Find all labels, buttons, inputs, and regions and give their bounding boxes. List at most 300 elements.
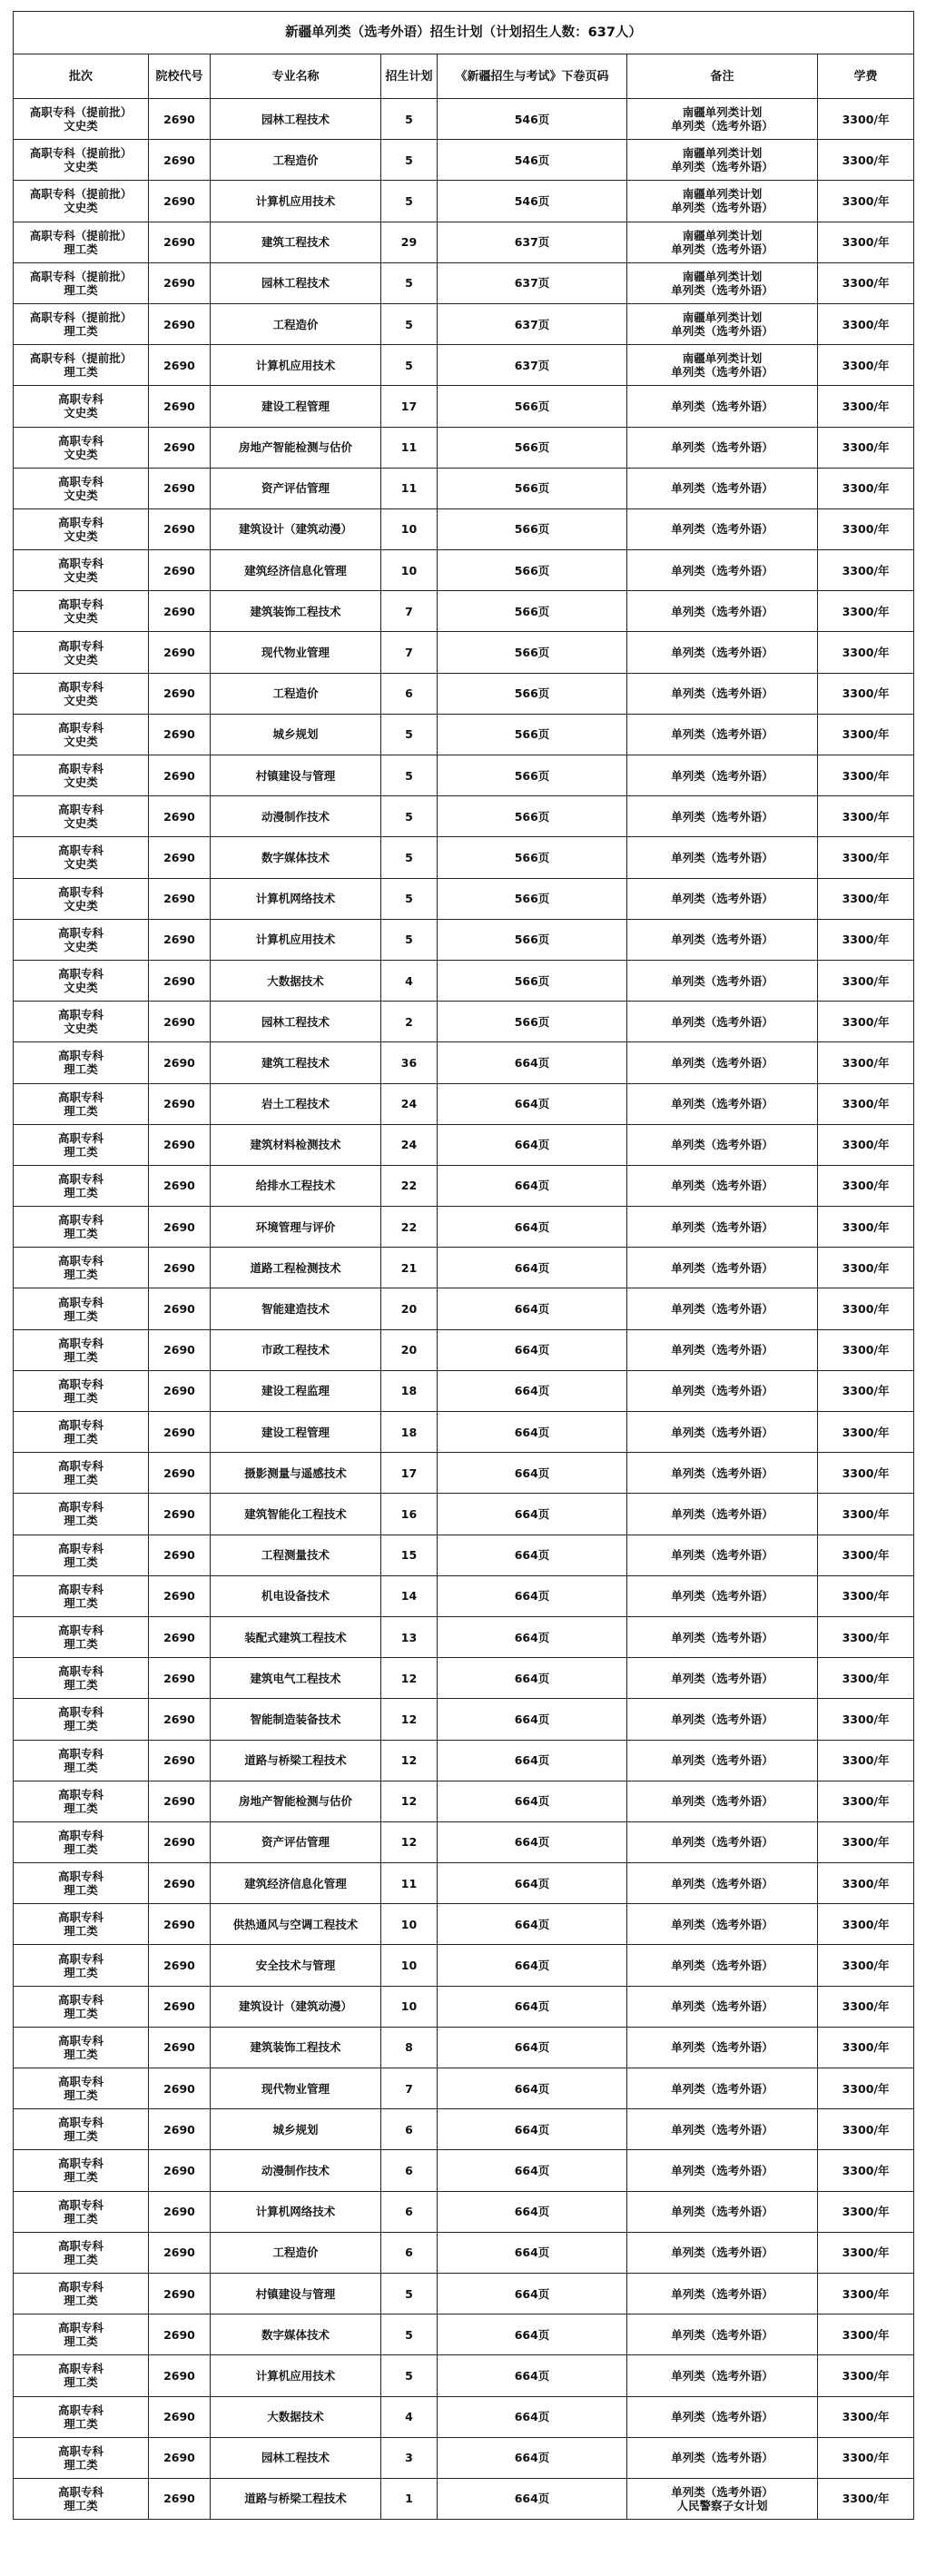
cell-note [627, 1658, 818, 1699]
batch-line: 理工类 [64, 1390, 98, 1405]
cell-page: 664页 [438, 1904, 627, 1945]
cell-plan: 5 [381, 755, 438, 796]
cell-fee: 3300/年 [818, 468, 914, 508]
note-line: 单列类（选考外语） [671, 604, 773, 618]
cell-batch [14, 2314, 149, 2355]
cell-major: 工程测量技术 [211, 1535, 381, 1575]
cell-page: 664页 [438, 1986, 627, 2027]
note-line: 单列类（选考外语） [671, 850, 773, 864]
batch-line: 理工类 [64, 1185, 98, 1199]
batch-line: 高职专科 [57, 515, 103, 529]
table-row [14, 755, 914, 796]
cell-note [627, 1616, 818, 1657]
cell-batch [14, 1616, 149, 1657]
cell-major: 计算机应用技术 [211, 181, 381, 222]
cell-fee: 3300/年 [818, 2109, 914, 2150]
cell-plan: 13 [381, 1616, 438, 1657]
batch-line: 高职专科 [57, 1992, 103, 2007]
table-row [14, 427, 914, 468]
table-row [14, 1616, 914, 1657]
cell-school-code: 2690 [149, 2396, 211, 2437]
cell-major: 智能建造技术 [211, 1288, 381, 1329]
cell-school-code: 2690 [149, 2478, 211, 2519]
note-line: 南疆单列类计划 [682, 228, 763, 242]
note-line: 单列类（选考外语） [671, 1425, 773, 1439]
cell-plan: 7 [381, 2068, 438, 2109]
cell-note [627, 2027, 818, 2068]
cell-fee: 3300/年 [818, 1821, 914, 1862]
cell-major: 园林工程技术 [211, 262, 381, 303]
cell-note [627, 1986, 818, 2027]
cell-plan: 6 [381, 2150, 438, 2191]
note-line: 单列类（选考外语） [671, 1219, 773, 1234]
table-row [14, 1904, 914, 1945]
cell-page: 546页 [438, 181, 627, 222]
cell-batch [14, 1945, 149, 1986]
cell-batch [14, 99, 149, 140]
cell-plan: 10 [381, 1904, 438, 1945]
note-line: 单列类（选考外语） [671, 2451, 773, 2465]
cell-page: 566页 [438, 755, 627, 796]
cell-note [627, 1904, 818, 1945]
cell-school-code: 2690 [149, 99, 211, 140]
table-row [14, 140, 914, 181]
cell-plan: 18 [381, 1370, 438, 1411]
cell-fee: 3300/年 [818, 1412, 914, 1453]
note-line: 单列类（选考外语） [671, 1548, 773, 1563]
cell-fee: 3300/年 [818, 1863, 914, 1904]
note-line: 单列类（选考外语） [671, 440, 773, 455]
cell-plan: 12 [381, 1658, 438, 1699]
batch-line: 文史类 [64, 693, 98, 707]
cell-note [627, 550, 818, 591]
cell-school-code: 2690 [149, 2273, 211, 2314]
cell-note [627, 262, 818, 303]
cell-batch [14, 262, 149, 303]
cell-plan: 24 [381, 1124, 438, 1165]
note-line: 单列类（选考外语） [671, 1466, 773, 1480]
cell-school-code: 2690 [149, 345, 211, 386]
note-line: 单列类（选考外语） [671, 1179, 773, 1193]
cell-note [627, 2478, 818, 2519]
cell-plan: 12 [381, 1821, 438, 1862]
cell-note [627, 303, 818, 344]
batch-line: 高职专科 [57, 1008, 103, 1022]
note-line: 人民警察子女计划 [676, 2498, 768, 2512]
note-line: 单列类（选考外语） [671, 1712, 773, 1726]
cell-major: 道路工程检测技术 [211, 1248, 381, 1288]
note-line: 南疆单列类计划 [682, 146, 763, 161]
cell-note [627, 1083, 818, 1124]
note-line: 南疆单列类计划 [682, 311, 763, 325]
batch-line: 理工类 [64, 1801, 98, 1815]
cell-plan: 6 [381, 2191, 438, 2232]
cell-batch [14, 1370, 149, 1411]
batch-line: 高职专科 [57, 803, 103, 817]
cell-batch [14, 755, 149, 796]
cell-page: 664页 [438, 1412, 627, 1453]
batch-line: 文史类 [64, 160, 98, 174]
cell-fee: 3300/年 [818, 1124, 914, 1165]
cell-fee: 3300/年 [818, 1904, 914, 1945]
batch-line: 高职专科 [57, 1541, 103, 1555]
cell-batch [14, 303, 149, 344]
cell-batch [14, 591, 149, 632]
table-row [14, 837, 914, 878]
cell-plan: 17 [381, 386, 438, 427]
cell-page: 664页 [438, 1535, 627, 1575]
cell-batch [14, 2396, 149, 2437]
table-body [14, 99, 914, 2520]
cell-plan: 5 [381, 919, 438, 960]
batch-line: 文史类 [64, 775, 98, 790]
cell-batch [14, 1535, 149, 1575]
cell-fee: 3300/年 [818, 1207, 914, 1248]
cell-major: 资产评估管理 [211, 1821, 381, 1862]
admission-plan-sheet [13, 11, 913, 2520]
table-row [14, 2273, 914, 2314]
batch-line: 高职专科 [57, 1090, 103, 1104]
batch-line: 理工类 [64, 282, 98, 297]
cell-batch [14, 427, 149, 468]
cell-page: 664页 [438, 2150, 627, 2191]
cell-fee: 3300/年 [818, 1083, 914, 1124]
cell-major: 智能制造装备技术 [211, 1699, 381, 1740]
cell-note [627, 2191, 818, 2232]
cell-major: 建筑设计（建筑动漫） [211, 508, 381, 549]
cell-batch [14, 673, 149, 714]
note-line: 单列类（选考外语） [671, 399, 773, 413]
cell-plan: 20 [381, 1329, 438, 1370]
cell-school-code: 2690 [149, 1288, 211, 1329]
cell-school-code: 2690 [149, 2437, 211, 2478]
cell-note [627, 99, 818, 140]
table-row [14, 2150, 914, 2191]
cell-page: 566页 [438, 550, 627, 591]
batch-line: 理工类 [64, 1554, 98, 1569]
cell-school-code: 2690 [149, 2314, 211, 2355]
batch-line: 文史类 [64, 119, 98, 133]
table-row [14, 345, 914, 386]
cell-major: 数字媒体技术 [211, 2314, 381, 2355]
cell-major: 园林工程技术 [211, 99, 381, 140]
cell-plan: 5 [381, 837, 438, 878]
cell-page: 566页 [438, 714, 627, 755]
cell-major: 机电设备技术 [211, 1575, 381, 1616]
cell-plan: 5 [381, 714, 438, 755]
table-row [14, 1699, 914, 1740]
note-line: 单列类（选考外语） [671, 1014, 773, 1029]
batch-line: 理工类 [64, 1349, 98, 1364]
cell-page: 664页 [438, 2314, 627, 2355]
cell-major: 建筑设计（建筑动漫） [211, 1986, 381, 2027]
cell-plan: 7 [381, 591, 438, 632]
batch-line: 高职专科 [57, 884, 103, 899]
batch-line: 高职专科 [57, 1582, 103, 1596]
cell-batch [14, 1083, 149, 1124]
cell-note [627, 1781, 818, 1821]
batch-line: 高职专科 [57, 638, 103, 653]
note-line: 单列类（选考外语） [671, 1671, 773, 1685]
batch-line: 高职专科 [57, 1377, 103, 1391]
cell-note [627, 878, 818, 919]
cell-school-code: 2690 [149, 140, 211, 181]
table-row [14, 796, 914, 837]
batch-line: 高职专科 [57, 1787, 103, 1801]
cell-school-code: 2690 [149, 1207, 211, 1248]
batch-line: 理工类 [64, 2211, 98, 2226]
batch-line: 理工类 [64, 1268, 98, 1282]
cell-plan: 11 [381, 1863, 438, 1904]
cell-batch [14, 2191, 149, 2232]
batch-line: 理工类 [64, 1308, 98, 1323]
note-line: 单列类（选考外语） [671, 1876, 773, 1890]
batch-line: 理工类 [64, 1103, 98, 1118]
cell-page: 664页 [438, 1248, 627, 1288]
cell-major: 建筑材料检测技术 [211, 1124, 381, 1165]
batch-line: 文史类 [64, 652, 98, 666]
note-line: 单列类（选考外语） [671, 892, 773, 906]
cell-page: 664页 [438, 1288, 627, 1329]
cell-note [627, 2273, 818, 2314]
table-row [14, 508, 914, 549]
cell-page: 637页 [438, 303, 627, 344]
note-line: 南疆单列类计划 [682, 105, 763, 120]
cell-page: 664页 [438, 1945, 627, 1986]
cell-note [627, 2232, 818, 2273]
note-line: 单列类（选考外语） [671, 1630, 773, 1644]
cell-school-code: 2690 [149, 386, 211, 427]
cell-school-code: 2690 [149, 878, 211, 919]
cell-major: 工程造价 [211, 673, 381, 714]
batch-line: 文史类 [64, 939, 98, 953]
cell-fee: 3300/年 [818, 2314, 914, 2355]
table-row [14, 1986, 914, 2027]
cell-note [627, 1002, 818, 1042]
cell-page: 664页 [438, 2273, 627, 2314]
cell-note [627, 2109, 818, 2150]
cell-note [627, 468, 818, 508]
cell-major: 建设工程管理 [211, 386, 381, 427]
cell-school-code: 2690 [149, 714, 211, 755]
note-line: 单列类（选考外语） [671, 727, 773, 742]
cell-major: 计算机网络技术 [211, 878, 381, 919]
cell-plan: 29 [381, 222, 438, 262]
batch-line: 高职专科（提前批） [29, 228, 133, 242]
cell-page: 664页 [438, 1863, 627, 1904]
batch-line: 高职专科 [57, 720, 103, 735]
cell-major: 计算机应用技术 [211, 2355, 381, 2396]
batch-line: 高职专科 [57, 1746, 103, 1761]
note-line: 南疆单列类计划 [682, 351, 763, 366]
table-row [14, 591, 914, 632]
cell-major: 工程造价 [211, 2232, 381, 2273]
cell-note [627, 2150, 818, 2191]
cell-school-code: 2690 [149, 2027, 211, 2068]
batch-line: 高职专科 [57, 2403, 103, 2417]
cell-fee: 3300/年 [818, 550, 914, 591]
note-line: 单列类（选考外语） [671, 2081, 773, 2096]
batch-line: 高职专科 [57, 557, 103, 571]
batch-line: 理工类 [64, 365, 98, 380]
cell-batch [14, 1575, 149, 1616]
cell-major: 建筑装饰工程技术 [211, 591, 381, 632]
header-note: 备注 [627, 54, 818, 99]
batch-line: 理工类 [64, 2170, 98, 2185]
cell-note [627, 796, 818, 837]
table-row [14, 1002, 914, 1042]
cell-fee: 3300/年 [818, 1699, 914, 1740]
note-line: 单列类（选考外语） [671, 768, 773, 783]
cell-fee: 3300/年 [818, 1575, 914, 1616]
cell-note [627, 1535, 818, 1575]
cell-major: 村镇建设与管理 [211, 755, 381, 796]
cell-major: 房地产智能检测与估价 [211, 1781, 381, 1821]
cell-note [627, 2437, 818, 2478]
cell-fee: 3300/年 [818, 140, 914, 181]
cell-page: 566页 [438, 508, 627, 549]
cell-fee: 3300/年 [818, 1370, 914, 1411]
table-row [14, 673, 914, 714]
cell-school-code: 2690 [149, 1904, 211, 1945]
batch-line: 高职专科 [57, 1624, 103, 1638]
cell-school-code: 2690 [149, 427, 211, 468]
cell-note [627, 1453, 818, 1494]
batch-line: 理工类 [64, 2294, 98, 2308]
table-title: 新疆单列类（选考外语）招生计划（计划招生人数：637人） [14, 12, 914, 54]
cell-batch [14, 878, 149, 919]
cell-batch [14, 508, 149, 549]
cell-batch [14, 1986, 149, 2027]
cell-plan: 2 [381, 1002, 438, 1042]
batch-line: 高职专科 [57, 2075, 103, 2089]
table-row [14, 2109, 914, 2150]
cell-note [627, 2355, 818, 2396]
cell-page: 664页 [438, 1165, 627, 1206]
cell-plan: 20 [381, 1288, 438, 1329]
batch-line: 高职专科 [57, 2197, 103, 2212]
cell-page: 637页 [438, 222, 627, 262]
cell-plan: 21 [381, 1248, 438, 1288]
header-batch: 批次 [14, 54, 149, 99]
table-row [14, 2478, 914, 2519]
note-line: 单列类（选考外语） [671, 2245, 773, 2260]
cell-school-code: 2690 [149, 303, 211, 344]
batch-line: 高职专科 [57, 1049, 103, 1063]
batch-line: 高职专科 [57, 967, 103, 982]
cell-batch [14, 1658, 149, 1699]
table-row [14, 1329, 914, 1370]
cell-batch [14, 1904, 149, 1945]
batch-line: 文史类 [64, 406, 98, 420]
cell-fee: 3300/年 [818, 755, 914, 796]
cell-note [627, 960, 818, 1001]
cell-major: 村镇建设与管理 [211, 2273, 381, 2314]
cell-note [627, 837, 818, 878]
cell-page: 664页 [438, 1207, 627, 1248]
table-row [14, 1821, 914, 1862]
cell-plan: 7 [381, 632, 438, 673]
cell-fee: 3300/年 [818, 796, 914, 837]
batch-line: 理工类 [64, 2375, 98, 2390]
cell-fee: 3300/年 [818, 386, 914, 427]
batch-line: 高职专科 [57, 1459, 103, 1474]
cell-major: 计算机网络技术 [211, 2191, 381, 2232]
cell-plan: 6 [381, 673, 438, 714]
cell-note [627, 1821, 818, 1862]
batch-line: 高职专科 [57, 1130, 103, 1145]
table-row [14, 2396, 914, 2437]
cell-school-code: 2690 [149, 1370, 211, 1411]
cell-plan: 15 [381, 1535, 438, 1575]
cell-fee: 3300/年 [818, 591, 914, 632]
cell-plan: 5 [381, 99, 438, 140]
cell-page: 664页 [438, 1453, 627, 1494]
header-major: 专业名称 [211, 54, 381, 99]
header-fee: 学费 [818, 54, 914, 99]
cell-fee: 3300/年 [818, 1248, 914, 1288]
note-line: 单列类（选考外语） [671, 2368, 773, 2383]
batch-line: 文史类 [64, 611, 98, 626]
cell-major: 数字媒体技术 [211, 837, 381, 878]
batch-line: 文史类 [64, 981, 98, 995]
cell-fee: 3300/年 [818, 1986, 914, 2027]
batch-line: 高职专科 [57, 2362, 103, 2376]
cell-batch [14, 1494, 149, 1535]
cell-fee: 3300/年 [818, 632, 914, 673]
table-row [14, 386, 914, 427]
cell-major: 建筑工程技术 [211, 1042, 381, 1083]
cell-page: 546页 [438, 140, 627, 181]
batch-line: 高职专科 [57, 2484, 103, 2499]
cell-fee: 3300/年 [818, 1658, 914, 1699]
batch-line: 高职专科 [57, 1171, 103, 1186]
cell-page: 664页 [438, 1616, 627, 1657]
cell-major: 大数据技术 [211, 960, 381, 1001]
table-row [14, 2314, 914, 2355]
cell-major: 房地产智能检测与估价 [211, 427, 381, 468]
cell-note [627, 1329, 818, 1370]
table-row [14, 2191, 914, 2232]
cell-fee: 3300/年 [818, 2478, 914, 2519]
cell-note [627, 1863, 818, 1904]
cell-plan: 12 [381, 1740, 438, 1781]
batch-line: 理工类 [64, 1678, 98, 1693]
batch-line: 高职专科 [57, 2443, 103, 2458]
cell-plan: 17 [381, 1453, 438, 1494]
note-line: 单列类（选考外语） [671, 563, 773, 577]
cell-fee: 3300/年 [818, 878, 914, 919]
batch-line: 高职专科 [57, 1254, 103, 1268]
batch-line: 理工类 [64, 2047, 98, 2061]
cell-major: 建筑经济信息化管理 [211, 550, 381, 591]
table-row [14, 878, 914, 919]
batch-line: 理工类 [64, 1514, 98, 1528]
note-line: 单列类（选考外语） [671, 119, 773, 133]
note-line: 单列类（选考外语） [671, 324, 773, 339]
batch-line: 文史类 [64, 447, 98, 461]
cell-school-code: 2690 [149, 1453, 211, 1494]
cell-school-code: 2690 [149, 1165, 211, 1206]
cell-major: 大数据技术 [211, 2396, 381, 2437]
batch-line: 高职专科 [57, 1664, 103, 1679]
cell-page: 566页 [438, 386, 627, 427]
cell-plan: 16 [381, 1494, 438, 1535]
batch-line: 理工类 [64, 1227, 98, 1241]
cell-batch [14, 1165, 149, 1206]
cell-fee: 3300/年 [818, 2396, 914, 2437]
note-line: 南疆单列类计划 [682, 269, 763, 283]
